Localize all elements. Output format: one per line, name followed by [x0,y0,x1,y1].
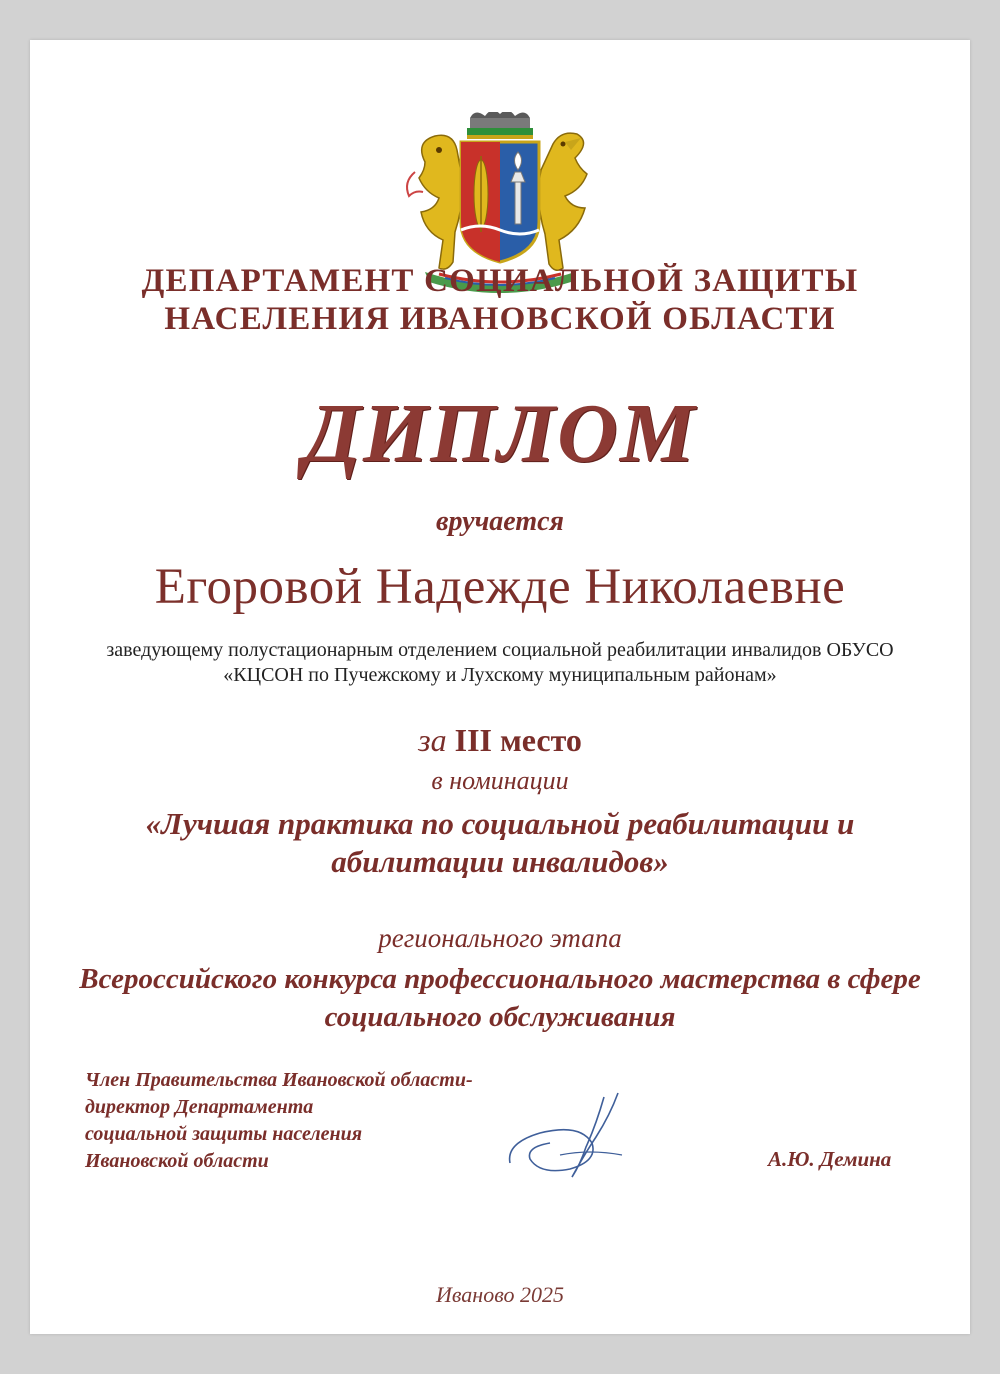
recipient-position: заведующему полустационарным отделением социальной реабилитации инвалидов ОБУСО «КЦСОН по Пучежскому и Лухскому муниципальным районам» [106,639,894,686]
department-line-1: ДЕПАРТАМЕНТ СОЦИАЛЬНОЙ ЗАЩИТЫ [141,263,859,299]
signature-icon [500,1085,650,1195]
place-value: III место [454,722,582,758]
diploma-sheet [30,40,970,1334]
nomination-title: «Лучшая практика по социальной реабилитации и абилитации инвалидов» [145,806,855,879]
place-prefix: за [418,722,447,758]
signer-title [85,1067,473,1175]
footer-place-year: Иваново 2025 [436,1282,564,1307]
recipient-name: Егоровой Надежде Николаевне [154,559,846,615]
signer-line-1: Член Правительства Ивановской области- [85,1069,473,1091]
signer-line-2: директор Департамента [85,1096,314,1118]
awarded-label: вручается [436,506,564,537]
department-name [30,262,970,338]
nomination-intro: в номинации [431,766,569,795]
signer-line-3: социальной защиты населения [85,1123,363,1145]
signee-name: А.Ю. Демина [768,1147,892,1171]
place-line [30,722,970,759]
department-line-2: НАСЕЛЕНИЯ ИВАНОВСКОЙ ОБЛАСТИ [164,301,836,337]
contest-title: Всероссийского конкурса профессионального мастерства в сфере социального обслуживания [79,963,921,1033]
signer-line-4: Ивановской области [85,1150,269,1172]
stage-label: регионального этапа [378,923,622,953]
document-title: ДИПЛОМ [303,387,697,480]
